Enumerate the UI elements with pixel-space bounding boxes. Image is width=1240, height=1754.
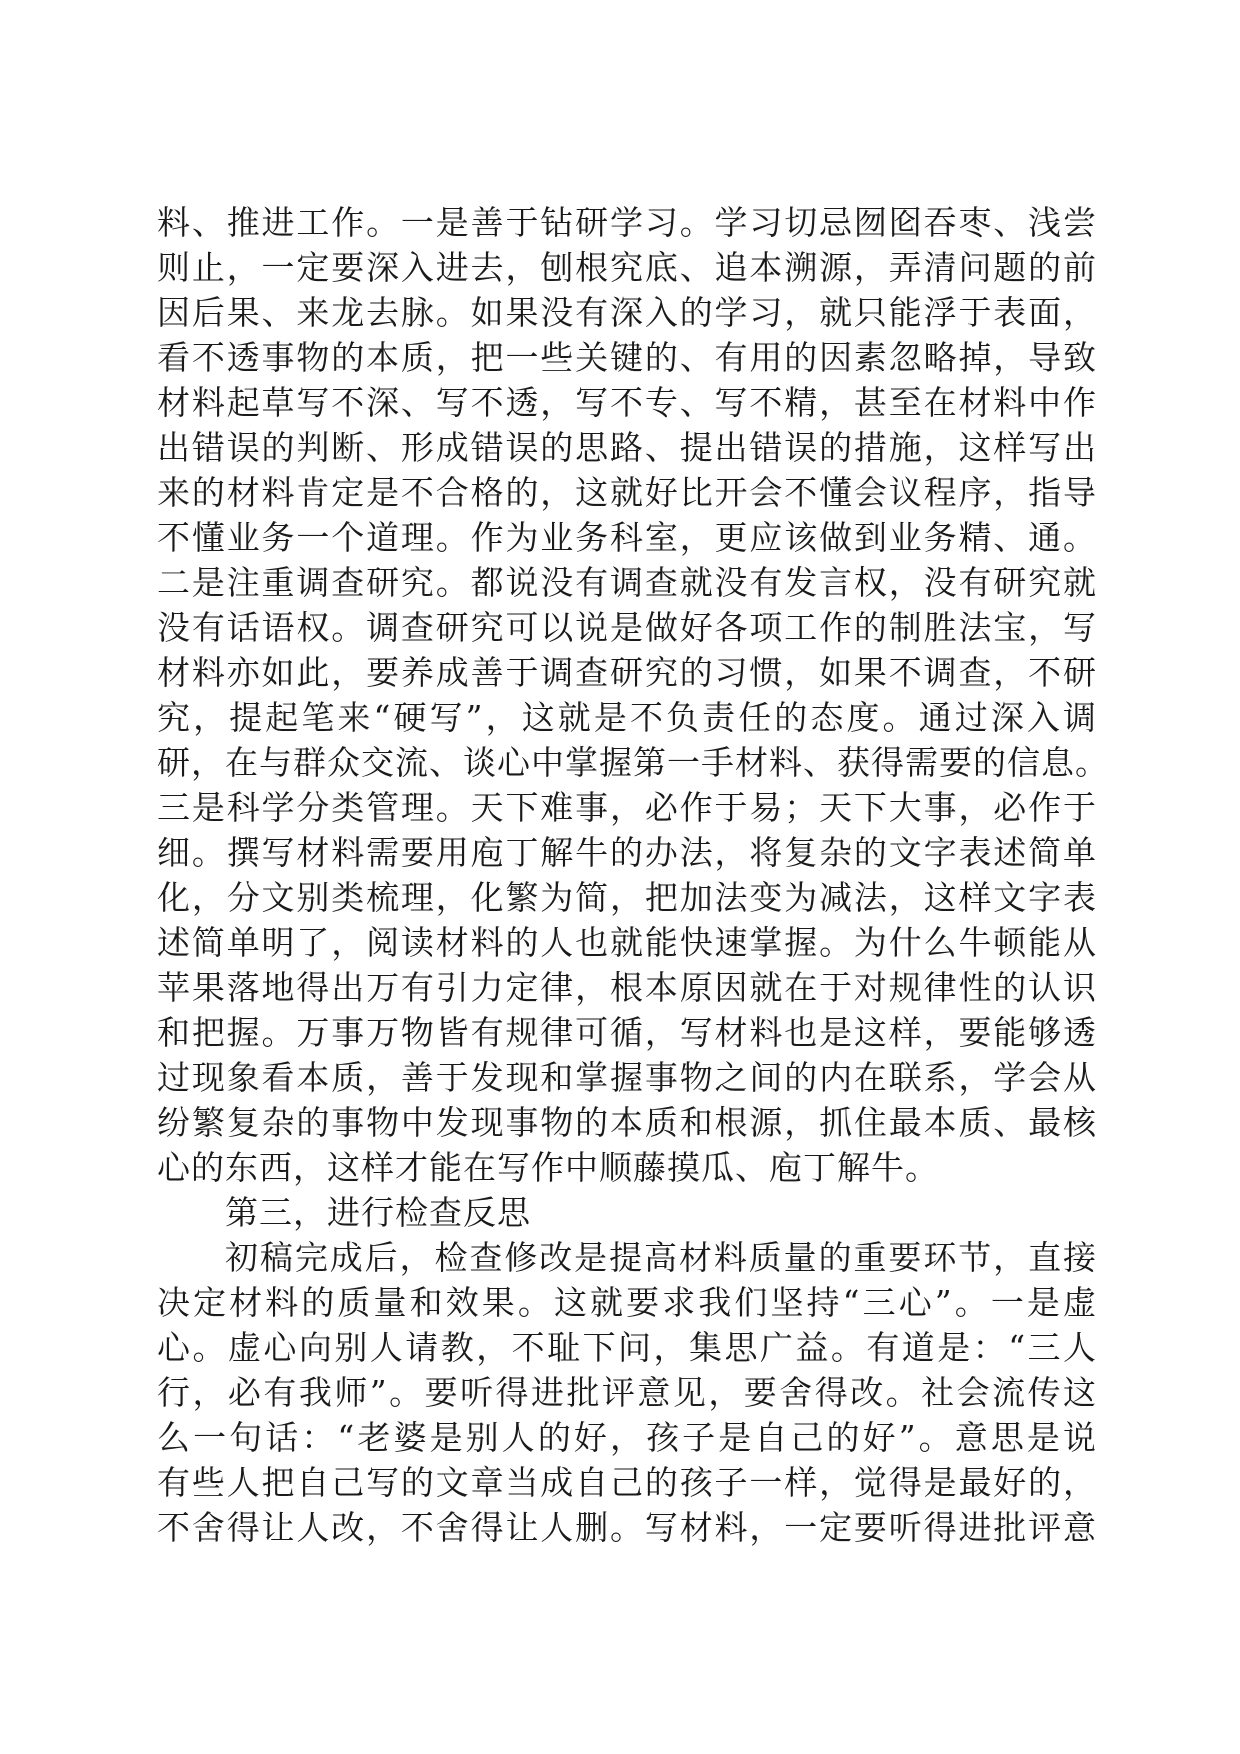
text-line: 述简单明了，阅读材料的人也就能快速掌握。为什么牛顿能从 [157, 923, 1097, 962]
text-line: 究，提起笔来“硬写”，这就是不负责任的态度。通过深入调 [157, 698, 1097, 737]
text-line: 初稿完成后，检查修改是提高材料质量的重要环节，直接 [225, 1238, 1097, 1277]
text-line: 二是注重调查研究。都说没有调查就没有发言权，没有研究就 [157, 563, 1097, 602]
text-line: 三是科学分类管理。天下难事，必作于易；天下大事，必作于 [157, 788, 1097, 827]
text-line: 心的东西，这样才能在写作中顺藤摸瓜、庖丁解牛。 [157, 1148, 939, 1187]
text-line: 不懂业务一个道理。作为业务科室，更应该做到业务精、通。 [157, 518, 1097, 557]
text-line: 细。撰写材料需要用庖丁解牛的办法，将复杂的文字表述简单 [157, 833, 1097, 872]
text-line: 心。虚心向别人请教，不耻下问，集思广益。有道是：“三人 [157, 1328, 1097, 1367]
body-text [157, 200, 1109, 1550]
text-line: 来的材料肯定是不合格的，这就好比开会不懂会议程序，指导 [157, 473, 1097, 512]
text-line: 因后果、来龙去脉。如果没有深入的学习，就只能浮于表面， [157, 293, 1097, 332]
text-line: 苹果落地得出万有引力定律，根本原因就在于对规律性的认识 [157, 968, 1097, 1007]
text-line: 不舍得让人改，不舍得让人删。写材料，一定要听得进批评意 [157, 1508, 1097, 1547]
text-line: 有些人把自己写的文章当成自己的孩子一样，觉得是最好的， [157, 1463, 1097, 1502]
text-line: 没有话语权。调查研究可以说是做好各项工作的制胜法宝，写 [157, 608, 1097, 647]
text-line: 则止，一定要深入进去，刨根究底、追本溯源，弄清问题的前 [157, 248, 1097, 287]
text-line: 材料亦如此，要养成善于调查研究的习惯，如果不调查，不研 [157, 653, 1097, 692]
text-line: 么一句话：“老婆是别人的好，孩子是自己的好”。意思是说 [157, 1418, 1097, 1457]
text-line: 决定材料的质量和效果。这就要求我们坚持“三心”。一是虚 [157, 1283, 1097, 1322]
text-line: 看不透事物的本质，把一些关键的、有用的因素忽略掉，导致 [157, 338, 1097, 377]
text-line: 过现象看本质，善于发现和掌握事物之间的内在联系，学会从 [157, 1058, 1097, 1097]
section-heading: 第三，进行检查反思 [225, 1193, 531, 1232]
text-line: 和把握。万事万物皆有规律可循，写材料也是这样，要能够透 [157, 1013, 1097, 1052]
text-line: 材料起草写不深、写不透，写不专、写不精，甚至在材料中作 [157, 383, 1097, 422]
text-line: 研，在与群众交流、谈心中掌握第一手材料、获得需要的信息。 [157, 743, 1109, 782]
text-line: 出错误的判断、形成错误的思路、提出错误的措施，这样写出 [157, 428, 1097, 467]
text-line: 纷繁复杂的事物中发现事物的本质和根源，抓住最本质、最核 [157, 1103, 1097, 1142]
text-line: 行，必有我师”。要听得进批评意见，要舍得改。社会流传这 [157, 1373, 1097, 1412]
text-line: 化，分文别类梳理，化繁为简，把加法变为减法，这样文字表 [157, 878, 1097, 917]
text-line: 料、推进工作。一是善于钻研学习。学习切忌囫囵吞枣、浅尝 [157, 203, 1097, 242]
